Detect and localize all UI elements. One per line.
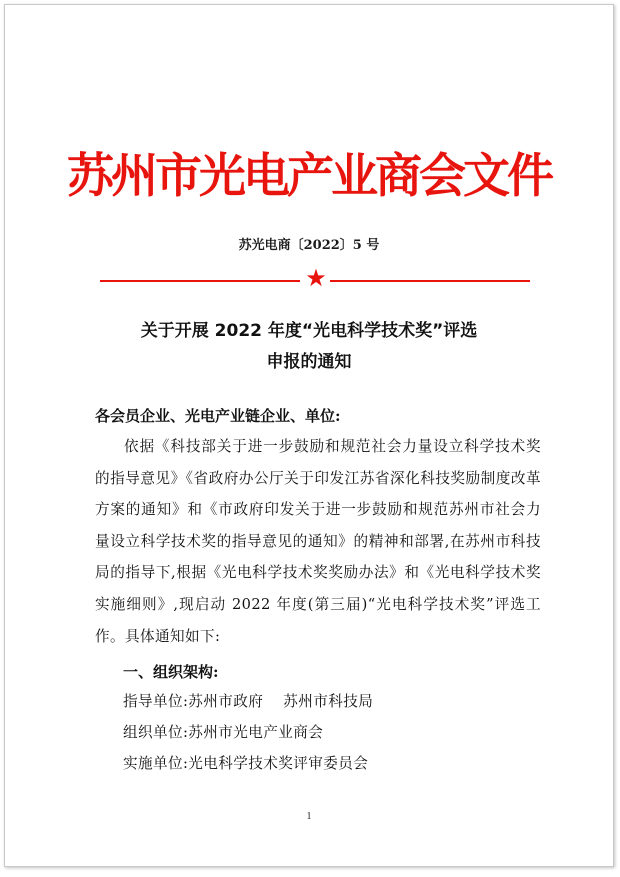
notice-title-line-1: 关于开展 2022 年度“光电科学技术奖”评选 [140, 321, 478, 341]
red-divider-right [330, 280, 530, 282]
notice-title-line-2: 申报的通知 [266, 352, 352, 372]
document-page [4, 4, 614, 867]
document-number: 苏光电商〔2022〕5 号 [238, 238, 380, 253]
salutation: 各会员企业、光电产业链企业、单位: [95, 407, 341, 425]
star-icon: ★ [305, 264, 327, 292]
red-divider-left [100, 280, 300, 282]
guidance-unit-line: 指导单位:苏州市政府 苏州市科技局 [123, 693, 374, 710]
implementing-unit-line: 实施单位:光电科学技术奖评审委员会 [123, 755, 369, 772]
section-heading: 一、组织架构: [123, 663, 219, 681]
body-paragraph: 依据《科技部关于进一步鼓励和规范社会力量设立科学技术奖的指导意见》《省政府办公厅关于印发江苏省深化科技奖励制度改革方案的通知》和《市政府印发关于进一步鼓励和规范苏州市社会力量设立科学技术奖的指导意见的通知》的精神和部署,在苏州市科技局的指导下,根据《光电科学技术奖奖励办法》和《光电科学技术奖实施细则》,现启动 2022 年度(第三届)“光电科学技术奖”评选工作。具体通知如下: [95, 438, 541, 645]
masthead-title: 苏州市光电产业商会文件 [67, 149, 551, 204]
organizing-unit-line: 组织单位:苏州市光电产业商会 [123, 724, 324, 741]
page-number: 1 [306, 811, 312, 822]
